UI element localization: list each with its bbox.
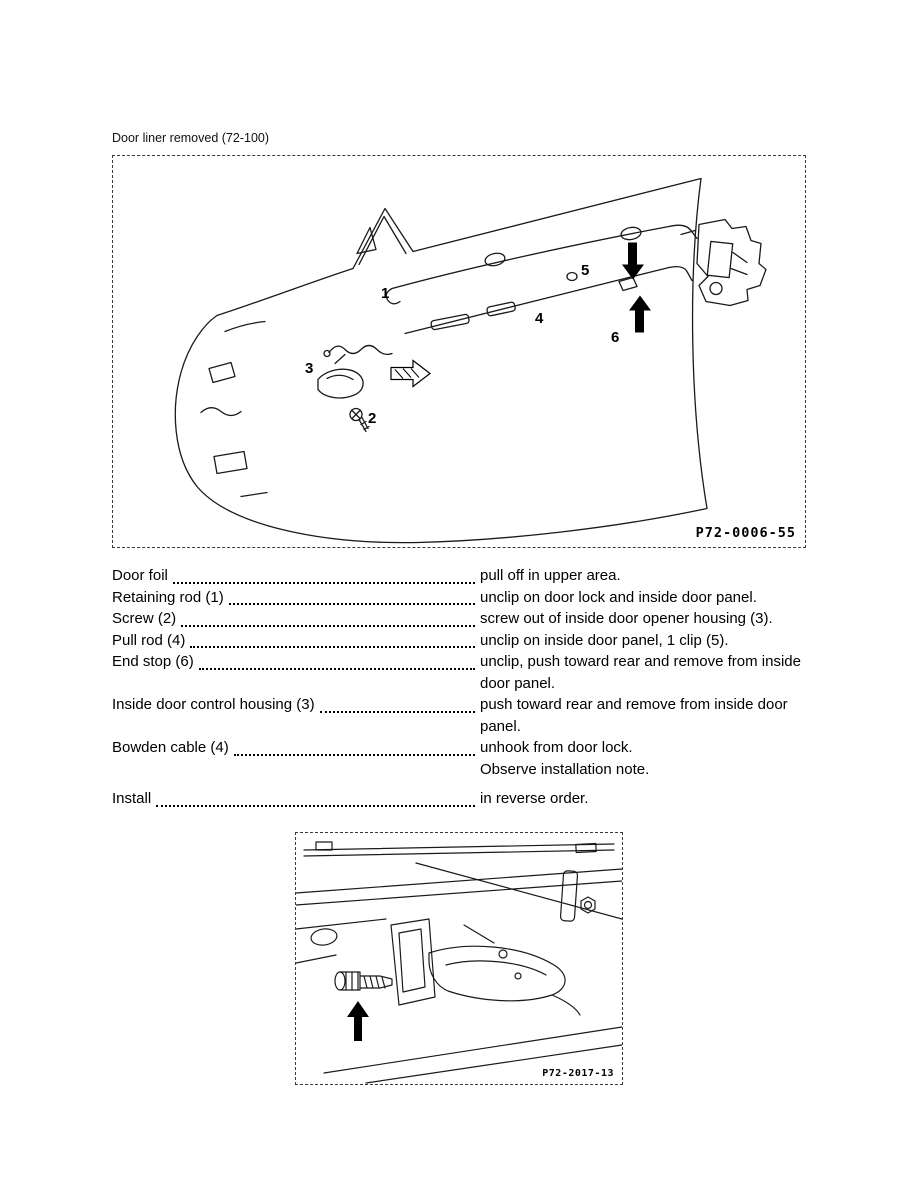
instruction-row-door-foil (112, 565, 808, 587)
part-callout-3: 3 (305, 360, 314, 377)
instruction-term: End stop (6) (112, 653, 194, 670)
instruction-desc: unclip on inside door panel, 1 clip (5). (480, 631, 729, 649)
instruction-term: Inside door control housing (3) (112, 696, 315, 713)
instruction-row-screw (112, 608, 808, 630)
instruction-term: Door foil (112, 567, 168, 584)
dotted-leader (156, 805, 475, 807)
instruction-term: Screw (2) (112, 610, 177, 627)
dotted-leader (181, 625, 475, 627)
instruction-term: Install (112, 790, 152, 807)
dotted-leader (320, 711, 475, 713)
door-diagram (113, 156, 805, 547)
part-callout-4: 4 (535, 310, 544, 327)
instruction-row-control-housing (112, 694, 808, 737)
dotted-leader (234, 754, 475, 756)
page-caption: Door liner removed (72-100) (112, 131, 270, 145)
dotted-leader (190, 646, 475, 648)
instruction-desc: unhook from door lock. (480, 739, 633, 756)
instruction-desc: unclip on door lock and inside door panel. (480, 588, 757, 606)
part-callout-6: 6 (611, 329, 620, 346)
part-callout-1: 1 (381, 285, 390, 302)
instruction-row-install (112, 788, 808, 810)
figure-door-handle-detail (295, 832, 623, 1085)
part-callout-2: 2 (368, 410, 377, 427)
figure1-part-number: P72-0006-55 (695, 525, 796, 541)
part-callout-5: 5 (581, 262, 590, 279)
instruction-note: Observe installation note. (480, 760, 650, 778)
instruction-desc: screw out of inside door opener housing (3). (480, 610, 773, 627)
door-handle-diagram (296, 833, 622, 1084)
instruction-desc: in reverse order. (480, 790, 589, 807)
figure2-part-number: P72-2017-13 (542, 1068, 614, 1079)
instruction-term: Pull rod (4) (112, 631, 186, 649)
instruction-row-pull-rod (112, 630, 808, 652)
instruction-desc: unclip, push toward rear and remove from inside door panel. (480, 653, 801, 692)
instruction-row-retaining-rod (112, 587, 808, 609)
instruction-list (112, 565, 808, 810)
instruction-term: Retaining rod (1) (112, 588, 224, 606)
dotted-leader (199, 668, 475, 670)
instruction-row-bowden-cable (112, 737, 808, 780)
instruction-desc: pull off in upper area. (480, 567, 621, 584)
instruction-term: Bowden cable (4) (112, 739, 229, 756)
instruction-desc: push toward rear and remove from inside door panel. (480, 696, 788, 735)
instruction-row-end-stop (112, 651, 808, 694)
figure-door-assembly (112, 155, 806, 548)
dotted-leader (173, 582, 475, 584)
dotted-leader (229, 603, 475, 605)
